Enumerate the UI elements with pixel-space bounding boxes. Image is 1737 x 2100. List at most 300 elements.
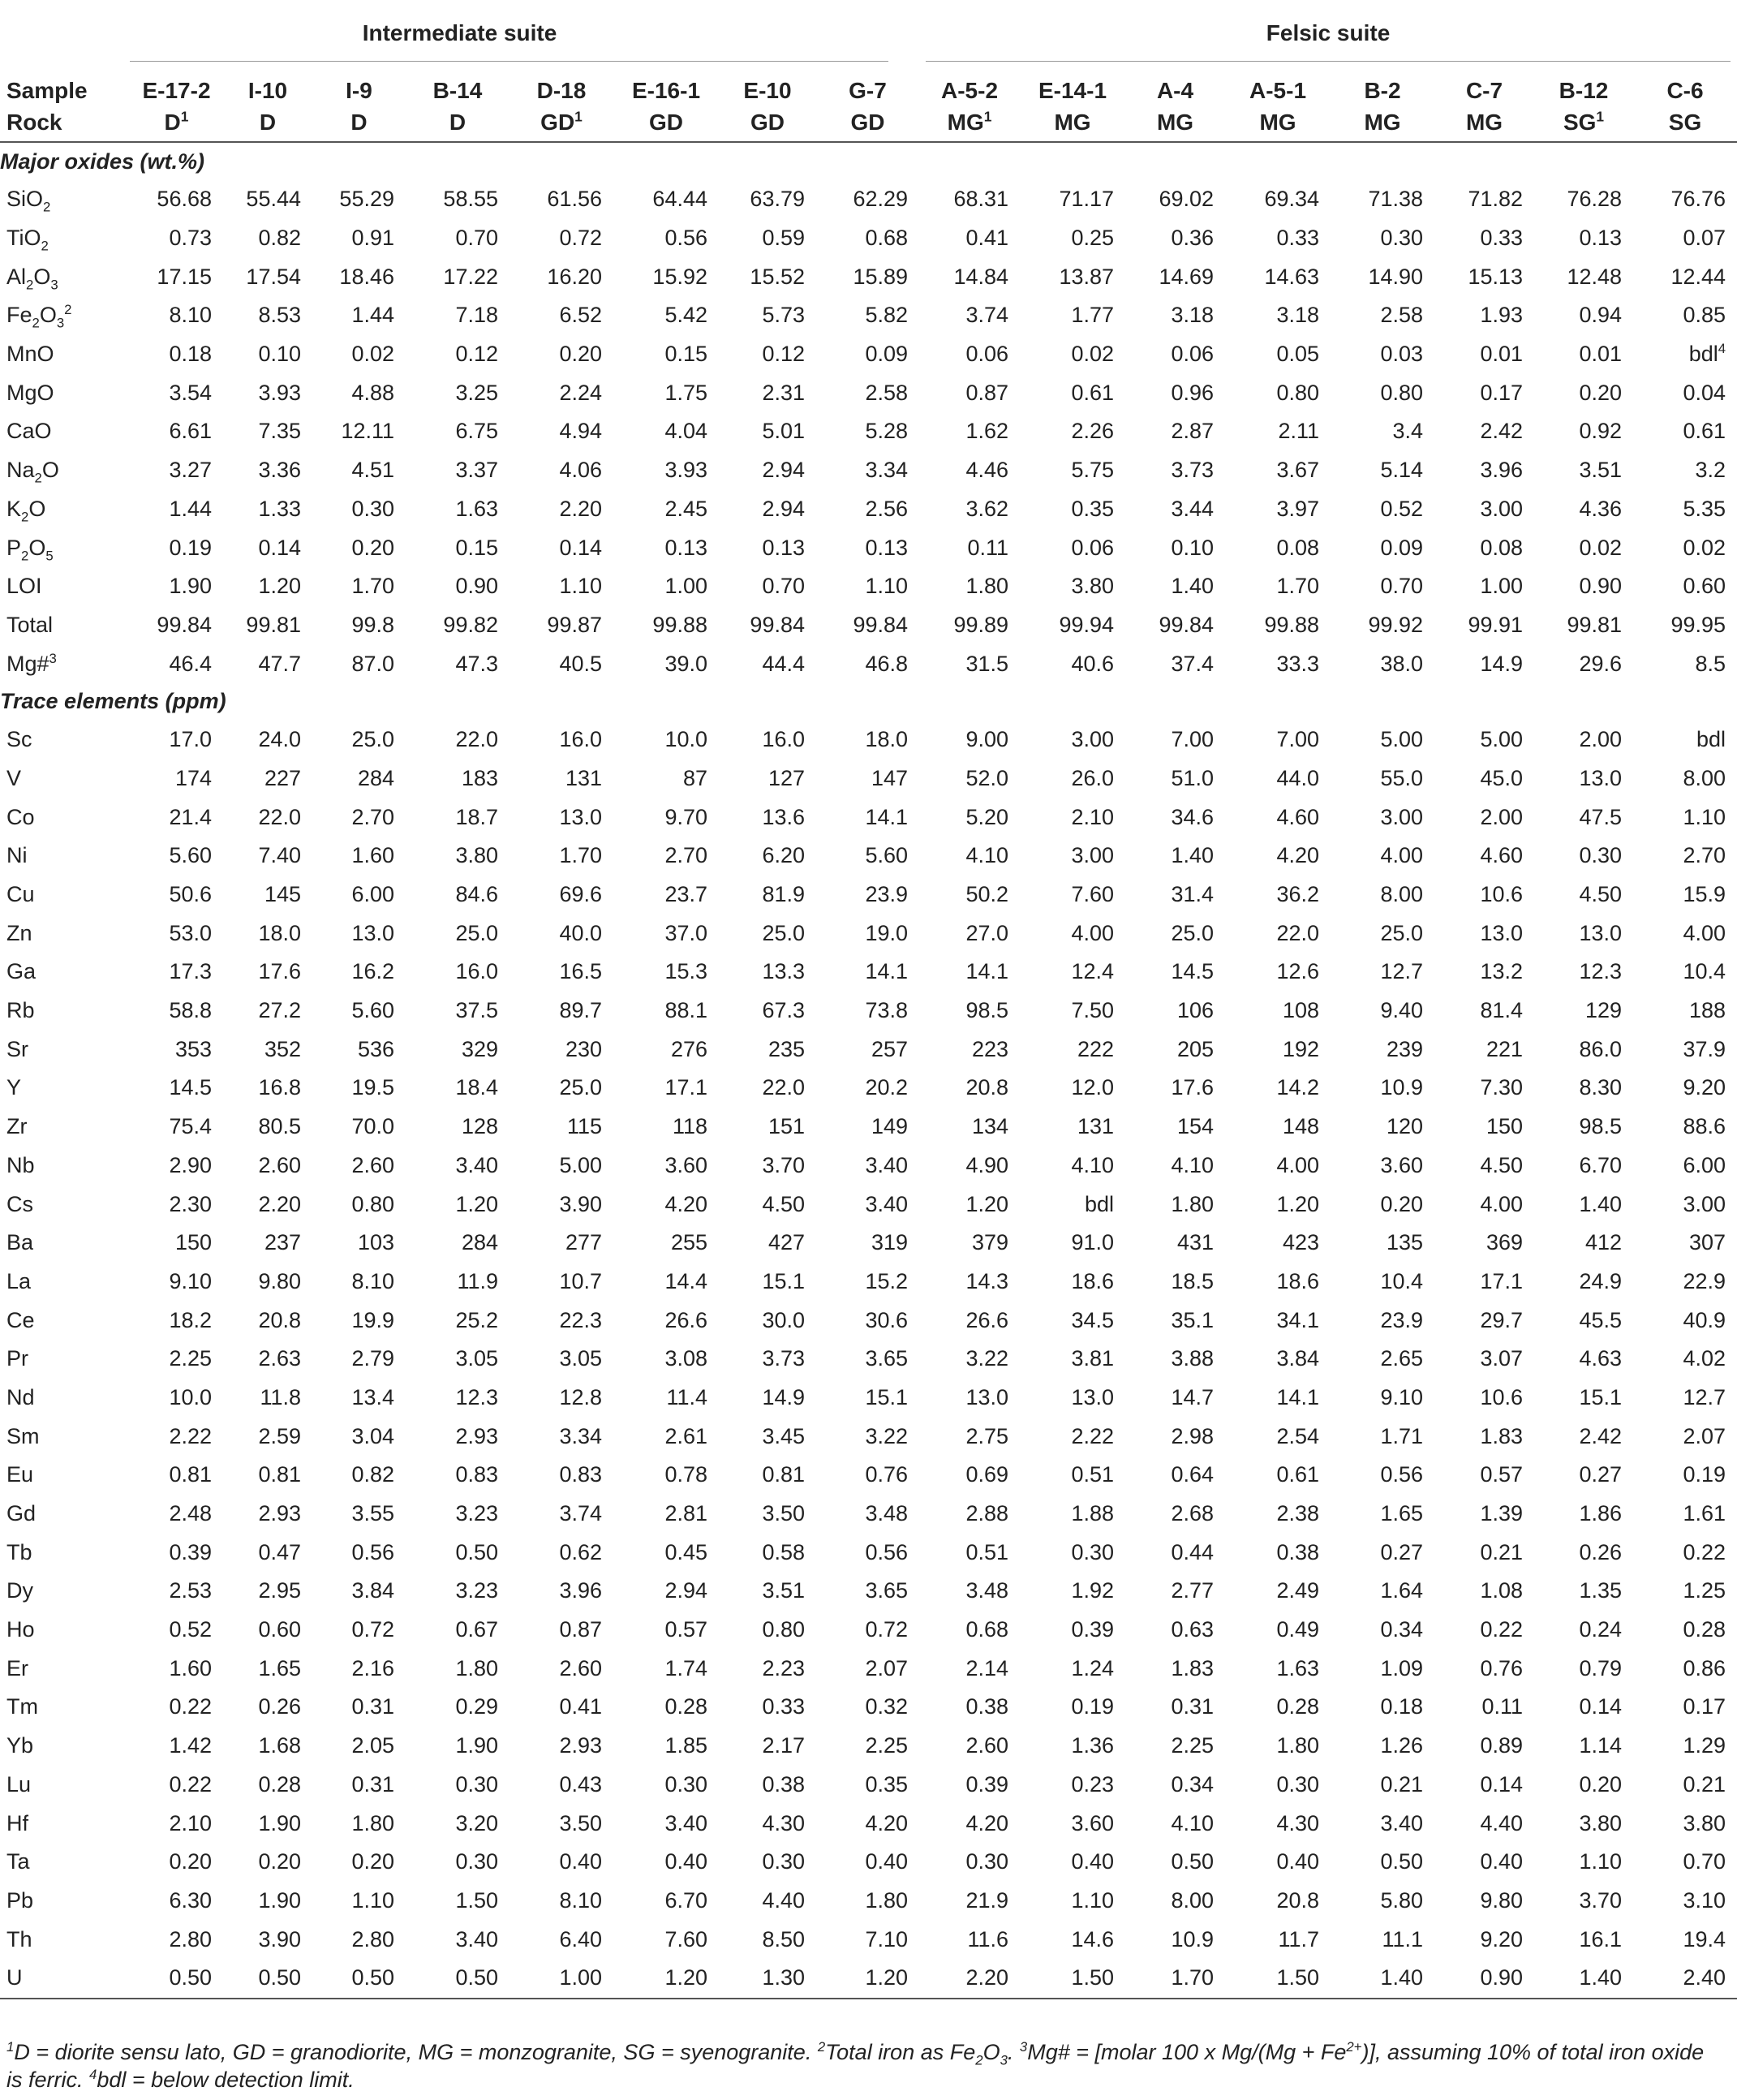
table-cell: 5.00 [559,1152,602,1177]
table-cell: 1.83 [1480,1423,1524,1448]
table-cell: 0.06 [965,342,1009,367]
table-cell: 0.85 [1683,303,1726,328]
table-cell: 1.20 [1276,1191,1320,1216]
table-cell: 14.90 [1368,264,1424,289]
table-cell: 2.49 [1276,1578,1320,1603]
table-cell: 0.87 [559,1617,602,1642]
rock-type-code: MG [947,110,984,135]
table-row [0,1533,1737,1572]
table-cell: 277 [565,1230,602,1255]
table-cell: 0.52 [1380,496,1424,521]
table-cell: 2.17 [762,1733,805,1758]
table-row [0,1108,1737,1147]
table-cell: 0.62 [559,1539,602,1564]
table-row [0,876,1737,914]
table-cell: 99.92 [1368,612,1424,637]
table-cell: 9.40 [1380,998,1424,1023]
table-cell: 0.30 [1579,843,1623,868]
table-cell: 38.0 [1380,651,1424,676]
table-cell: 5.01 [762,419,805,444]
table-cell: 20.8 [965,1075,1009,1100]
text-run: V [6,765,22,790]
table-cell: 0.02 [1071,342,1115,367]
table-cell: 14.69 [1159,264,1215,289]
table-cell: 379 [971,1230,1009,1255]
table-cell: 2.48 [169,1501,212,1526]
table-cell: 4.40 [1480,1810,1524,1835]
table-cell: 22.3 [559,1307,602,1332]
row-label [0,373,130,412]
table-cell: 0.15 [455,535,498,560]
table-cell: 0.13 [664,535,707,560]
table-cell: 4.04 [664,419,707,444]
table-cell: 0.07 [1683,226,1726,251]
table-cell: 284 [357,765,394,790]
table-cell: 3.90 [258,1926,301,1952]
table-cell: 2.61 [664,1423,707,1448]
table-cell: 3.97 [1276,496,1320,521]
table-cell: 15.1 [762,1268,805,1293]
table-cell: 37.4 [1171,651,1215,676]
table-cell: 0.41 [559,1694,602,1719]
table-cell: 25.0 [455,920,498,945]
text-run: Al [6,264,27,289]
table-cell: 0.13 [1579,226,1623,251]
table-cell: 19.0 [865,920,909,945]
table-cell: 1.10 [1683,804,1726,829]
table-cell: 2.22 [1071,1423,1115,1448]
table-cell: 205 [1176,1036,1215,1061]
text-run: Nb [6,1152,35,1177]
table-cell: 3.51 [1579,458,1623,483]
table-cell: 45.0 [1480,765,1524,790]
text-run: P [6,535,22,560]
table-cell: 0.24 [1579,1617,1623,1642]
table-cell: 88.1 [664,998,707,1023]
table-cell: 16.0 [455,959,498,984]
table-cell: 6.40 [559,1926,602,1952]
table-cell: 7.18 [455,303,498,328]
table-cell: 44.4 [762,651,805,676]
table-cell: 2.10 [1071,804,1115,829]
table-cell: 0.76 [865,1462,909,1487]
table-row [0,490,1737,529]
table-cell: 87 [682,765,707,790]
table-cell: 14.3 [965,1268,1009,1293]
table-cell: 99.87 [547,612,602,637]
table-cell: 3.80 [1071,574,1115,599]
table-cell: 47.5 [1579,804,1623,829]
table-cell: 16.8 [258,1075,301,1100]
table-cell: 75.4 [169,1114,212,1139]
table-cell: 2.54 [1276,1423,1320,1448]
rock-type-code: MG [1054,110,1091,135]
table-cell: 0.56 [664,226,707,251]
table-cell: 4.00 [1683,920,1726,945]
table-cell: 27.0 [965,920,1009,945]
table-cell: 86.0 [1579,1036,1623,1061]
table-cell: 14.9 [1480,651,1524,676]
table-cell: 0.50 [406,1959,509,1999]
sample-id: E-17-2 [142,78,211,103]
table-cell: 13.0 [1480,920,1524,945]
table-cell: 16.0 [559,727,602,752]
table-cell: 37.0 [664,920,707,945]
table-cell: 3.88 [1171,1346,1215,1371]
table-cell: 3.25 [455,380,498,405]
table-cell: 10.6 [1480,1384,1524,1409]
table-cell: 31.5 [965,651,1009,676]
table-cell: 10.7 [559,1268,602,1293]
table-cell: 0.13 [762,535,805,560]
table-cell: 12.4 [1071,959,1115,984]
table-cell: 0.70 [762,574,805,599]
table-cell: 11.8 [260,1384,301,1409]
row-label [0,721,130,760]
table-cell: 0.68 [865,226,909,251]
table-cell: 3.70 [1579,1887,1623,1913]
table-cell: 7.60 [1071,882,1115,907]
row-label [0,1572,130,1611]
table-cell: 84.6 [455,882,498,907]
table-cell: 61.56 [547,187,602,212]
table-cell: 0.28 [1683,1617,1726,1642]
table-cell: 5.73 [762,303,805,328]
table-cell: 98.5 [1579,1114,1623,1139]
table-cell: 9.70 [664,804,707,829]
table-cell: 0.78 [664,1462,707,1487]
table-row [0,1727,1737,1766]
table-cell: 2.07 [1683,1423,1726,1448]
rock-type [1020,104,1125,142]
text-run: Y [6,1075,22,1100]
table-cell: 0.67 [455,1617,498,1642]
table-cell: 0.05 [1276,342,1320,367]
table-cell: 8.53 [258,303,301,328]
table-cell: 0.02 [1683,535,1726,560]
table-cell: 4.06 [559,458,602,483]
table-row [0,1572,1737,1611]
table-row [0,451,1737,490]
table-cell: 1.68 [258,1733,301,1758]
table-cell: 1.63 [455,496,498,521]
table-cell: 1.00 [664,574,707,599]
table-cell: 0.50 [1380,1849,1424,1874]
table-cell: 1.24 [1071,1655,1115,1680]
text-run: MnO [6,342,54,367]
table-cell: 4.00 [1071,920,1115,945]
table-cell: 3.40 [455,1152,498,1177]
table-cell: 0.40 [664,1849,707,1874]
table-cell: 3.80 [1683,1810,1726,1835]
table-cell: 0.61 [1276,1462,1320,1487]
table-cell: 2.05 [351,1733,394,1758]
table-cell: 13.0 [965,1384,1009,1409]
text-run: Hf [6,1810,28,1835]
sample-id: E-10 [743,78,792,103]
table-cell: 151 [767,1114,805,1139]
table-cell: 131 [565,765,602,790]
table-cell: 5.80 [1380,1887,1424,1913]
table-cell: 5.00 [1480,727,1524,752]
table-cell: 22.9 [1683,1268,1726,1293]
rock-type [919,104,1020,142]
table-cell: 99.84 [1159,612,1215,637]
table-cell: 99.88 [1264,612,1320,637]
table-cell: 68.31 [953,187,1009,212]
table-cell: 80.5 [258,1114,301,1139]
table-cell: 131 [1077,1114,1115,1139]
table-cell: 3.07 [1480,1346,1524,1371]
table-cell: 1.50 [1020,1959,1125,1999]
table-cell: 0.35 [1071,496,1115,521]
table-row [0,373,1737,412]
table-cell: 174 [174,765,212,790]
table-cell: 0.76 [1480,1655,1524,1680]
table-row [0,1920,1737,1959]
table-cell: 22.0 [762,1075,805,1100]
table-cell: 2.68 [1171,1501,1215,1526]
table-cell: 0.38 [762,1771,805,1797]
table-cell: 0.70 [1683,1849,1726,1874]
row-label [0,644,130,683]
table-cell: 0.36 [1171,226,1215,251]
table-cell: 7.40 [258,843,301,868]
text-run: O [28,535,46,560]
table-cell: 1.10 [865,574,909,599]
table-row [0,1611,1737,1650]
table-row [0,1495,1737,1534]
sample-id: B-2 [1364,78,1401,103]
table-cell: 3.18 [1171,303,1215,328]
table-cell: 2.63 [258,1346,301,1371]
table-cell: 47.7 [258,651,301,676]
table-cell: 2.11 [1278,419,1320,444]
table-cell: 0.61 [1683,419,1726,444]
table-cell: 25.2 [455,1307,498,1332]
table-cell: 0.02 [1579,535,1623,560]
table-cell: 9.20 [1480,1926,1524,1952]
row-label [0,992,130,1031]
table-cell: 0.15 [664,342,707,367]
table-cell: 14.1 [865,804,909,829]
table-cell: 14.4 [664,1268,707,1293]
table-cell: 12.3 [455,1384,498,1409]
rock-type [406,104,509,142]
table-cell: 0.20 [1380,1191,1424,1216]
table-cell: 223 [971,1036,1009,1061]
table-cell: 2.93 [559,1733,602,1758]
table-cell: 0.33 [1480,226,1524,251]
table-cell: 0.14 [559,535,602,560]
table-cell: 3.00 [1380,804,1424,829]
table-row [0,296,1737,335]
table-cell: 423 [1282,1230,1320,1255]
table-cell: 0.19 [1683,1462,1726,1487]
table-cell: 3.60 [1380,1152,1424,1177]
row-label [0,1263,130,1302]
sample-id: I-10 [247,78,288,103]
table-cell: 58.55 [443,187,498,212]
table-cell: 0.30 [455,1849,498,1874]
table-cell: 2.25 [865,1733,909,1758]
text-run: Sr [6,1036,28,1061]
table-cell: 431 [1176,1230,1215,1255]
text-run: bdl [1688,342,1718,367]
table-cell: 2.95 [258,1578,301,1603]
table-cell: 23.7 [664,882,707,907]
table-cell: 4.50 [1579,882,1623,907]
table-cell: 4.36 [1579,496,1623,521]
text-run: Co [6,804,35,829]
table-cell: 0.21 [1480,1539,1524,1564]
table-cell: 13.87 [1059,264,1115,289]
table-cell: 3.22 [965,1346,1009,1371]
text-run: Rb [6,998,35,1023]
table-cell: 11.4 [666,1384,707,1409]
table-cell: 3.23 [455,1578,498,1603]
table-cell: 2.58 [865,380,909,405]
table-cell: 2.20 [559,496,602,521]
table-cell: 0.94 [1579,303,1623,328]
table-cell: 276 [670,1036,707,1061]
row-label [0,1920,130,1959]
table-cell: 2.94 [762,496,805,521]
table-cell: 99.8 [351,612,394,637]
table-cell: 3.40 [1380,1810,1424,1835]
table-row [0,837,1737,876]
table-cell: 15.13 [1468,264,1524,289]
table-cell: 0.31 [1171,1694,1215,1719]
table-footnote [6,2038,1714,2094]
row-label [0,451,130,490]
table-cell: 17.0 [169,727,212,752]
table-cell: 3.44 [1171,496,1215,521]
table-cell: 40.0 [559,920,602,945]
table-cell: 14.5 [169,1075,212,1100]
table-cell: 18.7 [455,804,498,829]
table-cell: 12.44 [1670,264,1726,289]
text-run: Ce [6,1307,35,1332]
table-cell: 3.00 [1071,843,1115,868]
text-run: Ta [6,1849,30,1874]
table-cell: 2.79 [351,1346,394,1371]
row-label [0,1030,130,1069]
rock-type-code: D [259,110,277,135]
subscript: 2 [26,277,34,293]
rock-type-code: MG [1259,110,1296,135]
rock-label: Rock [6,110,62,135]
text-run: TiO [6,226,41,251]
table-cell: 0.45 [664,1539,707,1564]
table-cell: 19.5 [351,1075,394,1100]
table-cell: 3.93 [664,458,707,483]
table-row [0,567,1737,606]
sample-id: C-7 [1465,78,1503,103]
table-cell: 1.60 [351,843,394,868]
table-cell: 188 [1688,998,1726,1023]
table-cell: 257 [871,1036,909,1061]
table-cell: 4.50 [1480,1152,1524,1177]
table-cell: 0.01 [1480,342,1524,367]
table-cell: 108 [1282,998,1320,1023]
table-cell: 0.81 [169,1462,212,1487]
table-cell: 17.15 [157,264,212,289]
table-cell: 21.9 [965,1887,1009,1913]
table-cell: 76.28 [1567,187,1623,212]
table-cell: 183 [461,765,498,790]
table-cell: 18.6 [1071,1268,1115,1293]
table-cell: 0.17 [1480,380,1524,405]
table-cell: 99.84 [750,612,805,637]
table-cell: 353 [174,1036,212,1061]
table-cell: 0.90 [1579,574,1623,599]
text-run: O [982,2040,1000,2064]
table-cell: 1.90 [258,1887,301,1913]
table-cell: 2.23 [762,1655,805,1680]
table-cell: 8.10 [351,1268,394,1293]
table-cell: 1.75 [664,380,707,405]
table-cell: 18.4 [455,1075,498,1100]
table-cell: 3.50 [559,1810,602,1835]
table-cell: 319 [871,1230,909,1255]
rock-type-code: GD [850,110,885,135]
table-cell: 2.26 [1071,419,1115,444]
table-cell: 44.0 [1276,765,1320,790]
table-cell: 0.12 [762,342,805,367]
table-cell: 237 [264,1230,301,1255]
table-cell: 9.80 [1480,1887,1524,1913]
table-cell: 3.90 [559,1191,602,1216]
text-run: Lu [6,1771,32,1797]
table-cell: 87.0 [351,651,394,676]
table-cell: 0.81 [258,1462,301,1487]
table-cell: 0.27 [1579,1462,1623,1487]
table-cell: 1.40 [1171,843,1215,868]
table-row [0,1882,1737,1921]
text-run: Zr [6,1114,28,1139]
table-cell: 4.10 [1171,1152,1215,1177]
table-cell: 12.7 [1683,1384,1726,1409]
table-cell: 0.33 [1276,226,1320,251]
table-cell: 1.90 [455,1733,498,1758]
row-label [0,1611,130,1650]
table-cell: 39.0 [664,651,707,676]
table-cell: 16.2 [351,959,394,984]
text-run: D = diorite sensu lato, GD = granodiorite, MG = monzogranite, SG = syenogranite. [14,2040,818,2064]
rock-type-code: GD [540,110,575,135]
row-label [0,219,130,258]
table-cell: 0.40 [1480,1849,1524,1874]
table-cell: 0.51 [1071,1462,1115,1487]
table-cell: 12.0 [1071,1075,1115,1100]
table-row [0,412,1737,451]
table-cell: 4.50 [762,1191,805,1216]
table-cell: 6.00 [351,882,394,907]
table-cell: 23.9 [865,882,909,907]
table-cell: 0.52 [169,1617,212,1642]
footnote-marker: 1 [1596,108,1605,125]
table-cell: 3.40 [455,1926,498,1952]
text-run: Cu [6,882,35,907]
sample-header-row [0,67,1737,104]
table-row [0,1456,1737,1495]
table-cell: 154 [1176,1114,1215,1139]
table-cell: 13.0 [1579,920,1623,945]
table-cell: 3.81 [1071,1346,1115,1371]
table-row [0,798,1737,837]
table-cell: 2.80 [351,1926,394,1952]
